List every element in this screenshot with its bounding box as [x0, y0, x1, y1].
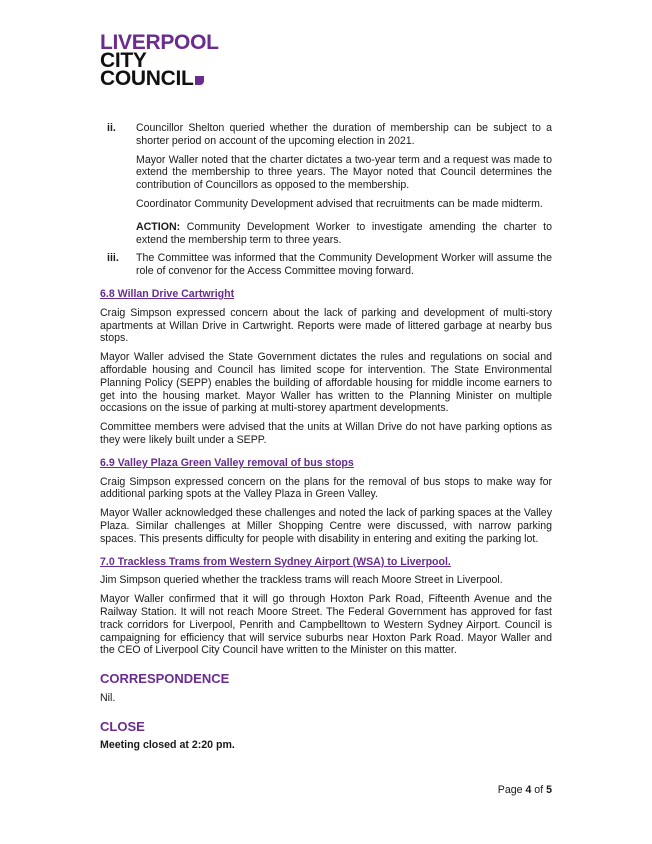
paragraph: Mayor Waller acknowledged these challenges and noted the lack of parking spaces at the Valley Plaza. Similar challenges at Miller Shopping Centre were discussed, with narrow parking spaces. This presents difficulty for people with disability in entering and exiting the parking lot. [100, 507, 552, 545]
action-note [136, 221, 552, 247]
list-item-ii [100, 122, 552, 246]
paragraph: Coordinator Community Development advised that recruitments can be made midterm. [136, 197, 543, 210]
correspondence-text: Nil. [100, 691, 116, 704]
paragraph: Councillor Shelton queried whether the duration of membership can be subject to a shorter period on account of the upcoming election in 2021. [136, 122, 552, 147]
council-logo [100, 31, 219, 90]
page-of: of [531, 784, 547, 796]
paragraph: Craig Simpson expressed concern about the lack of parking and development of multi-story apartments at Willan Drive in Cartwright. Reports were made of littered garbage at nearby bus stops. [100, 306, 552, 345]
paragraph: Jim Simpson queried whether the trackless trams will reach Moore Street in Liverpool. [100, 574, 503, 587]
correspondence-heading: CORRESPONDENCE [100, 671, 230, 687]
logo-line-council [100, 67, 219, 90]
action-text: Community Development Worker to investigate amending the charter to extend the membership term to three years. [136, 220, 552, 246]
paragraph: The Committee was informed that the Community Development Worker will assume the role of convenor for the Access Committee moving forward. [136, 252, 552, 278]
paragraph: Mayor Waller advised the State Government dictates the rules and regulations on social and affordable housing and Council has limited scope for intervention. The State Environmental Planning Policy (SEPP) enables the building of affordable housing for middle income earners to get into the housing market. Mayor Waller has written to the Planning Minister on multiple occasions on the issue of parking at multi-storey apartment developments. [100, 351, 552, 415]
section-heading-6-9: 6.9 Valley Plaza Green Valley removal of bus stops [100, 456, 354, 469]
minutes-content [100, 122, 552, 758]
item-number: ii. [107, 122, 116, 134]
action-label: ACTION: [136, 220, 181, 233]
paragraph: Craig Simpson expressed concern on the plans for the removal of bus stops to make way for additional parking spots at the Valley Plaza in Green Valley. [100, 475, 552, 501]
paragraph: Committee members were advised that the units at Willan Drive do not have parking options as they were likely built under a SEPP. [100, 421, 552, 446]
section-heading-7-0: 7.0 Trackless Trams from Western Sydney Airport (WSA) to Liverpool. [100, 555, 451, 568]
section-heading-6-8: 6.8 Willan Drive Cartwright [100, 287, 235, 300]
logo-line-city: CITY [100, 49, 147, 72]
page-footer [498, 784, 552, 796]
logo-council-text: COUNCIL [100, 67, 194, 90]
list-item-iii [100, 252, 552, 278]
close-text: Meeting closed at 2:20 pm. [100, 739, 235, 752]
close-heading: CLOSE [100, 718, 145, 734]
paragraph: Mayor Waller confirmed that it will go through Hoxton Park Road, Fifteenth Avenue and the Railway Station. It will not reach Moore Street. The Federal Government has approved for fast track corridors for Liverpool, Penrith and Campbelltown to Western Sydney Airport. Council is campaigning for efficiency that will service suburbs near Hoxton Park Road. Mayor Waller and the CEO of Liverpool City Council have written to the Minister on this matter. [100, 593, 552, 657]
logo-line-liverpool: LIVERPOOL [100, 31, 219, 54]
paragraph: Mayor Waller noted that the charter dictates a two-year term and a request was made to extend the membership to three years. The Mayor noted that Council determines the contribution of Councillors as opposed to the membership. [136, 153, 552, 192]
page-total: 5 [546, 784, 552, 796]
logo-dot-icon [195, 76, 204, 85]
page-number: 4 [525, 784, 532, 796]
page-prefix: Page [497, 784, 526, 796]
item-number: iii. [107, 252, 119, 265]
